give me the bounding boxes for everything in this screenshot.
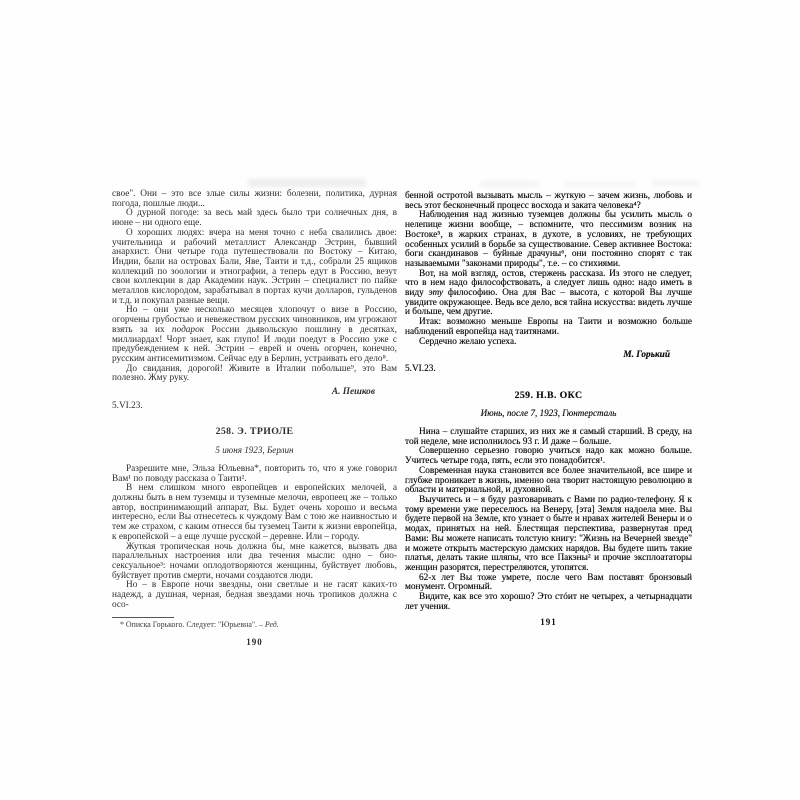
paragraph: Итак: возможно меньше Европы на Таити и возможно больше наблюдений европейца над таитянами. [405, 317, 692, 337]
footnote [112, 621, 397, 630]
paragraph [112, 306, 397, 364]
footnote-rule [112, 617, 174, 618]
signature: А. Пешков [331, 387, 375, 398]
paragraph-text: Но – они уже несколько месяцев хлопочут о визе в Россию, огорчены грубостью и невежеством русских чиновников, им угрожают взять за их [112, 305, 397, 335]
letter-258 [112, 427, 397, 610]
letter-heading: 259. Н.В. ОКС [514, 389, 583, 401]
paragraph: Но – в Европе ночи звездны, они светлые и не гасят каких-то надежд, а душная, черная, бедная звездами ночь тропиков должна с осо- [112, 580, 397, 610]
scan-artifact [480, 181, 538, 187]
paragraph: До свидания, дорогой! Живите в Италии побольше⁹, это Вам полезно. Жму руку. [112, 363, 397, 384]
paragraph: Жуткая тропическая ночь должна бы, мне кажется, вызвать два параллельных настроения или два течения мысли: одно – био-сексуальное³: ночами оплодотворяются женщины, буйствует любовь, буйствует против смерти, ночами создаются люди. [112, 541, 397, 581]
paragraph: Наблюдения над жизнью туземцев должны бы усилить мысль о нелепице жизни вообще, – вспомните, что пессимизм возник на Востоке⁵, в жарких странах, в духоте, в условиях, не требующих особенных усилий в борьбе за существование. Север активнее Востока: боги скандинавов – буйные драчуны⁶, они постоянно спорят с так называемыми "законами природы", т.е. – со стихиями. [405, 210, 692, 269]
page-right [405, 192, 692, 628]
page-number: 190 [246, 637, 263, 648]
footnote-text: * Описка Горького. Следует: "Юрьевна". – [120, 620, 265, 630]
paragraph [405, 270, 692, 319]
paragraph-text: философию. Она для Вас – высота, с которой Вы лучше увидите окружающее. Ведь все дело, вся тайна искусства: видеть лучше и больше, чем другие. [405, 288, 692, 318]
letter-258-ending [405, 192, 692, 375]
emphasized-word: подарок [171, 324, 205, 335]
letter-date: 5.VI.23. [112, 400, 143, 411]
paragraph: Совершенно серьезно говорю учиться надо как можно больше. Учитесь четыре года, пять, если это понадобится¹. [405, 446, 692, 467]
emphasized-word: эту [428, 288, 444, 299]
letter-dateline: 5 июня 1923, Берлин [215, 445, 294, 456]
paragraph: В нем слишком много европейцев и европейских мелочей, а должны быть в нем туземцы и туземные мелочи, европеец же – только автор, воспринимающий аппарат, Вы. Будет очень хорошо и весьма интересно, если Вы отнесетесь к чуждому Вам с тою же наивностью и тем же страхом, с каким отнесся бы туземец Таити к жизни европейца, к европейской – а еще лучше русской – деревне. Или – городу. [112, 483, 397, 542]
paragraph: Видите, как все это хорошо? Это стóит не четырех, а четырнадцати лет учения. [405, 592, 692, 612]
footnote-editor-mark: Ред. [264, 620, 279, 630]
scan-artifact [248, 179, 366, 187]
paragraph: бенной остротой вызывать мысль – жуткую – зачем жизнь, любовь и весь этот бесконечный процесс восхода и заката человека⁴? [405, 191, 692, 211]
paragraph: Разрешите мне, Эльза Юльевна*, повторить то, что я уже говорил Вам¹ по поводу рассказа о Таити². [112, 463, 397, 484]
paragraph-text: России дьявольскую пошлину в десятках, миллиардах! Чорт знает, как глупо! И люди поедут в Россию уже с предубеждением к ней. Эстрин – еврей и очень огорчен, конечно, русским антисемитизмом. Сейчас еду в Берлин, устраивать его дело⁸. [112, 324, 397, 364]
paragraph: Выучитесь и – я буду разговаривать с Вами по радио-телефону. Я к тому времени уже переселюсь на Венеру, [эта] Земля надоела мне. Вы будете первой на Земле, кто узнает о быте и нравах жителей Венеры и о модах, принятых на ней. Блестящая перспектива, развернутая пред Вами: Вы можете написать толстую книгу: "Жизнь на Вечерней звезде" и можете открыть мастерскую дамских нарядов. Вы будете шить такие платья, делать такие шляпы, что все Пакэны² и прочие эксплоататоры женщин разорятся, перестреляются, утопятся. [405, 494, 692, 573]
scan-artifact [652, 180, 698, 186]
paragraph: О хороших людях: вчера на меня точно с неба свалились двое: учительница и рабочий металлист Александр Эстрин, бывший анархист. Они четыре года путешествовали по Востоку – Китаю, Индии, были на островах Бали, Яве, Таити и т.д., собрали 25 ящиков коллекций по зоологии и этнографии, а теперь едут в Россию, везут свои коллекции в дар Академии наук. Эстрин – специалист по пайке металлов кислородом, зарабатывал в портах кучи долларов, гульденов и т.д. и покупал разные вещи. [112, 227, 397, 306]
page-left [112, 190, 397, 648]
letter-heading: 258. Э. ТРИОЛЕ [215, 426, 294, 438]
paragraph: Современная наука становится все более значительной, все шире и глубже проникает в жизнь, именно она творит настоящую революцию в области и материальной, и духовной. [405, 465, 692, 496]
paragraph: Сердечно желаю успеха. [419, 336, 517, 347]
page-number: 191 [540, 617, 557, 628]
signature: М. Горький [623, 350, 670, 361]
paragraph: О дурной погоде: за весь май здесь было три солнечных дня, в июне – ни одного еще. [112, 208, 397, 229]
letter-259 [405, 391, 692, 613]
paragraph-text: Вот, на мой взгляд, остов, стержень рассказа. Из этого не следует, что в нем надо философствовать, а следует лишь одно: надо иметь в виду [405, 268, 692, 299]
scan-artifact [565, 182, 635, 187]
paragraph: свое". Они – это все злые силы жизни: болезни, политика, дурная погода, пошлые люди... [112, 189, 397, 209]
letter-257-ending [112, 190, 397, 411]
paragraph: Нина – слушайте старших, из них же я самый старший. В среду, на той неделе, мне исполнилось 93 г. И даже – больше. [405, 427, 692, 447]
letter-dateline: Июнь, после 7, 1923, Гюнтерсталь [480, 408, 617, 419]
letter-date: 5.VI.23. [405, 363, 436, 374]
paragraph: 62-х лет Вы тоже умрете, после чего Вам поставят бронзовый монумент. Огромный. [405, 572, 692, 593]
